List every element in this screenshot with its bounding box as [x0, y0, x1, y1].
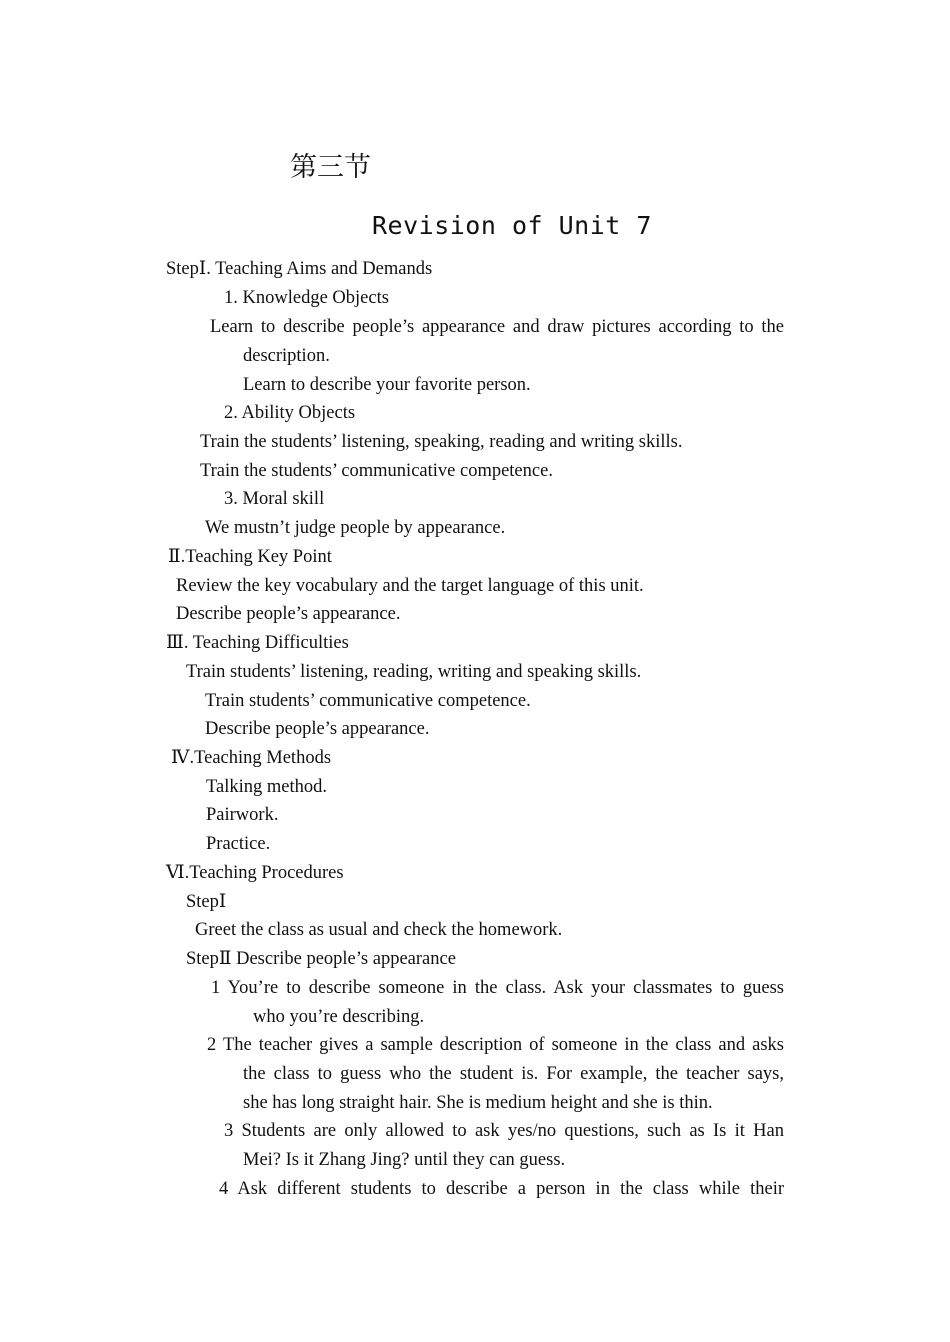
document-title: Revision of Unit 7: [372, 211, 652, 240]
text-line: Greet the class as usual and check the homework.: [195, 920, 563, 940]
text-line: Practice.: [206, 834, 271, 854]
subheading-step-1: StepⅠ: [186, 892, 227, 912]
text-line: Learn to describe people’s appearance and draw pictures according to the: [210, 317, 784, 337]
text-line: description.: [243, 346, 330, 366]
text-line: 3 Students are only allowed to ask yes/no questions, such as Is it Han: [224, 1121, 784, 1141]
text-line: 2 The teacher gives a sample description of someone in the class and asks: [207, 1035, 784, 1055]
text-line: We mustn’t judge people by appearance.: [205, 518, 506, 538]
text-line: Train students’ listening, reading, writing and speaking skills.: [186, 662, 642, 682]
text-line: Pairwork.: [206, 805, 279, 825]
text-line: Train the students’ communicative competence.: [200, 461, 553, 481]
text-line: Learn to describe your favorite person.: [243, 375, 531, 395]
text-line: Describe people’s appearance.: [205, 719, 430, 739]
subheading-moral-skill: 3. Moral skill: [224, 489, 325, 509]
text-line: the class to guess who the student is. For example, the teacher says,: [243, 1064, 784, 1084]
heading-methods: Ⅳ.Teaching Methods: [171, 748, 332, 768]
text-line: Review the key vocabulary and the target language of this unit.: [176, 576, 644, 596]
heading-key-point: Ⅱ.Teaching Key Point: [168, 547, 332, 567]
text-line: Describe people’s appearance.: [176, 604, 401, 624]
subheading-step-2: StepⅡ Describe people’s appearance: [186, 949, 456, 969]
subheading-knowledge-objects: 1. Knowledge Objects: [224, 288, 389, 308]
subheading-ability-objects: 2. Ability Objects: [224, 403, 356, 423]
text-line: Train students’ communicative competence.: [205, 691, 531, 711]
heading-step-1-aims: StepⅠ. Teaching Aims and Demands: [166, 259, 433, 279]
text-line: who you’re describing.: [253, 1007, 425, 1027]
text-line: 4 Ask different students to describe a person in the class while their: [219, 1179, 784, 1199]
heading-procedures: Ⅵ.Teaching Procedures: [166, 863, 344, 883]
text-line: 1 You’re to describe someone in the class. Ask your classmates to guess: [211, 978, 784, 998]
text-line: Mei? Is it Zhang Jing? until they can guess.: [243, 1150, 566, 1170]
heading-difficulties: Ⅲ. Teaching Difficulties: [166, 633, 349, 653]
text-line: Train the students’ listening, speaking, reading and writing skills.: [200, 432, 683, 452]
text-line: she has long straight hair. She is medium height and she is thin.: [243, 1093, 713, 1113]
text-line: Talking method.: [206, 777, 327, 797]
section-label: 第三节: [290, 152, 371, 183]
